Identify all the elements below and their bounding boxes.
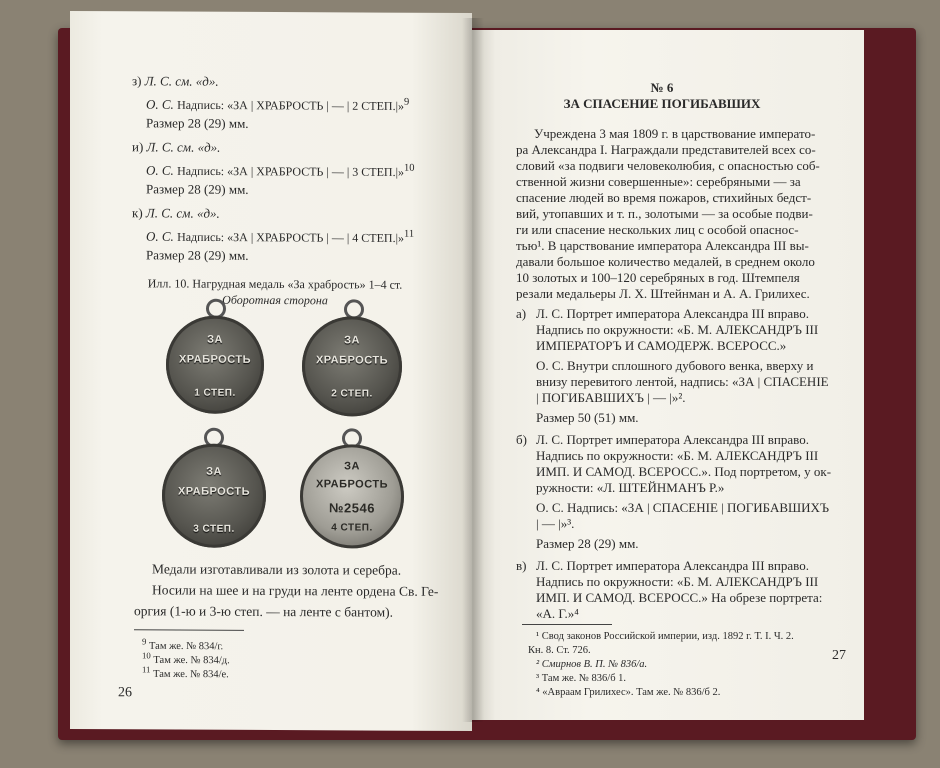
medal-1-image: ЗА ХРАБРОСТЬ 1 СТЕП. (166, 315, 264, 414)
page-number-left: 26 (118, 685, 132, 701)
section-heading: ЗА СПАСЕНИЕ ПОГИБАВШИХ (563, 96, 761, 111)
intro-line-3: словий «за подвиги человеколюбия, с опасностью соб- (516, 158, 820, 173)
entry-i-size: Размер 28 (29) мм. (146, 181, 249, 197)
entry-a-letter: а) (516, 306, 527, 321)
entry-k-size: Размер 28 (29) мм. (146, 247, 249, 263)
entry-a-os-2: внизу перевитого лентой, надпись: «ЗА | СПАСЕНIЕ (536, 374, 829, 389)
entry-k-ls: к) Л. С. см. «д». (132, 205, 220, 221)
medal-4-image: ЗА ХРАБРОСТЬ №2546 4 СТЕП. (300, 444, 404, 549)
body-line-2: Носили на шее и на груди на ленте ордена Св. Ге- (152, 582, 439, 599)
page-number-right: 27 (832, 648, 846, 663)
entry-a-ls-2: Надпись по окружности: «Б. М. АЛЕКСАНДРЪ III (536, 322, 819, 337)
footnote-1-b: Кн. 8. Ст. 726. (528, 645, 591, 656)
entry-b-os-1: О. С. Надпись: «ЗА | СПАСЕНIЕ | ПОГИБАВШИХЪ (536, 500, 830, 515)
footnote-11: $^{11}$ Там же. № 834/е. (142, 664, 229, 681)
entry-v-ls-1: Л. С. Портрет императора Александра III вправо. (536, 558, 809, 573)
entry-z-ls: з) Л. С. см. «д». (132, 73, 219, 89)
intro-line-9: давали большое количество медалей, в среднем около (516, 254, 815, 269)
entry-b-ls-4: ружности: «Л. ШТЕЙНМАНЪ Р.» (536, 480, 725, 495)
entry-b-ls-3: ИМП. И САМОД. ВСЕРОСС.». Под портретом, у ок- (536, 464, 832, 479)
entry-v-ls-3: ИМП. И САМОД. ВСЕРОСС.» На обрезе портрета: (536, 590, 823, 605)
intro-line-1: Учреждена 3 мая 1809 г. в царствование императо- (534, 126, 816, 141)
intro-line-7: ги или спасение нескольких лиц с особой опаснос- (516, 222, 799, 237)
intro-line-5: спасение людей во время пожаров, стихийных бедст- (516, 190, 812, 205)
entry-v-letter: в) (516, 558, 527, 573)
illustration-subcaption: Оборотная сторона (222, 292, 328, 308)
entry-a-ls-1: Л. С. Портрет императора Александра III вправо. (536, 306, 809, 321)
footnote-rule (134, 629, 244, 631)
book-gutter (462, 18, 484, 722)
entry-b-letter: б) (516, 432, 527, 447)
entry-v-ls-2: Надпись по окружности: «Б. М. АЛЕКСАНДРЪ III (536, 574, 819, 589)
footnote-10: $^{10}$ Там же. № 834/д. (142, 650, 230, 667)
entry-b-os-2: | — |»³. (536, 516, 575, 531)
entry-z-os: О. С. Надпись: «ЗА | ХРАБРОСТЬ | — | 2 СТЕП.|»$^9$ (146, 96, 410, 114)
intro-line-6: вий, утопавших и т. п., золотыми — за особые подви- (516, 206, 813, 221)
entry-b-size: Размер 28 (29) мм. (536, 536, 639, 551)
footnote-4: ⁴ «Авраам Грилихес». Там же. № 836/б 2. (536, 687, 721, 698)
medal-2-image: ЗА ХРАБРОСТЬ 2 СТЕП. (302, 316, 402, 417)
intro-line-8: тью¹. В царствование императора Александра III вы- (516, 238, 809, 253)
entry-a-os-3: | ПОГИБАВШИХЪ | — |»². (536, 390, 686, 405)
illustration-caption: Илл. 10. Нагрудная медаль «За храбрость» 1–4 ст. (147, 276, 403, 292)
footnote-3: ³ Там же. № 836/б 1. (536, 673, 627, 684)
footnote-9: $^9$ Там же. № 834/г. (142, 636, 224, 653)
entry-z-size: Размер 28 (29) мм. (146, 115, 249, 131)
right-page (472, 30, 864, 720)
footnote-rule-right (522, 624, 612, 625)
intro-line-10: 10 золотых и 100–120 серебряных в год. Штемпеля (516, 270, 800, 285)
intro-line-4: ственной жизни совершенные»: серебряными — за (516, 174, 801, 189)
entry-b-ls-1: Л. С. Портрет императора Александра III вправо. (536, 432, 809, 447)
entry-a-ls-3: ИМПЕРАТОРЪ И САМОДЕРЖ. ВСЕРОСС.» (536, 338, 787, 353)
intro-line-11: резали медальеры Л. Х. Штейнман и А. А. Грилихес. (516, 286, 810, 301)
intro-line-2: ра Александра I. Награждали представителей всех со- (516, 142, 816, 157)
entry-b-ls-2: Надпись по окружности: «Б. М. АЛЕКСАНДРЪ III (536, 448, 819, 463)
footnote-1-a: ¹ Свод законов Российской империи, изд. 1892 г. Т. I. Ч. 2. (536, 631, 794, 642)
entry-a-os-1: О. С. Внутри сплошного дубового венка, вверху и (536, 358, 814, 373)
entry-i-os: О. С. Надпись: «ЗА | ХРАБРОСТЬ | — | 3 СТЕП.|»$^{10}$ (146, 162, 415, 180)
body-line-3: оргия (1-ю и 3-ю степ. — на ленте с бантом). (134, 603, 393, 620)
medal-3-image: ЗА ХРАБРОСТЬ 3 СТЕП. (162, 443, 266, 548)
footnote-2: ² Смирнов В. П. № 836/а. (536, 659, 648, 670)
left-page (70, 11, 472, 731)
entry-k-os: О. С. Надпись: «ЗА | ХРАБРОСТЬ | — | 4 СТЕП.|»$^{11}$ (146, 228, 415, 246)
entry-i-ls: и) Л. С. см. «д». (132, 139, 221, 155)
entry-v-ls-4: «А. Г.»⁴ (536, 606, 579, 621)
medal-number: № 6 (650, 80, 674, 95)
entry-a-size: Размер 50 (51) мм. (536, 410, 639, 425)
body-line-1: Медали изготавливали из золота и серебра. (152, 561, 402, 578)
